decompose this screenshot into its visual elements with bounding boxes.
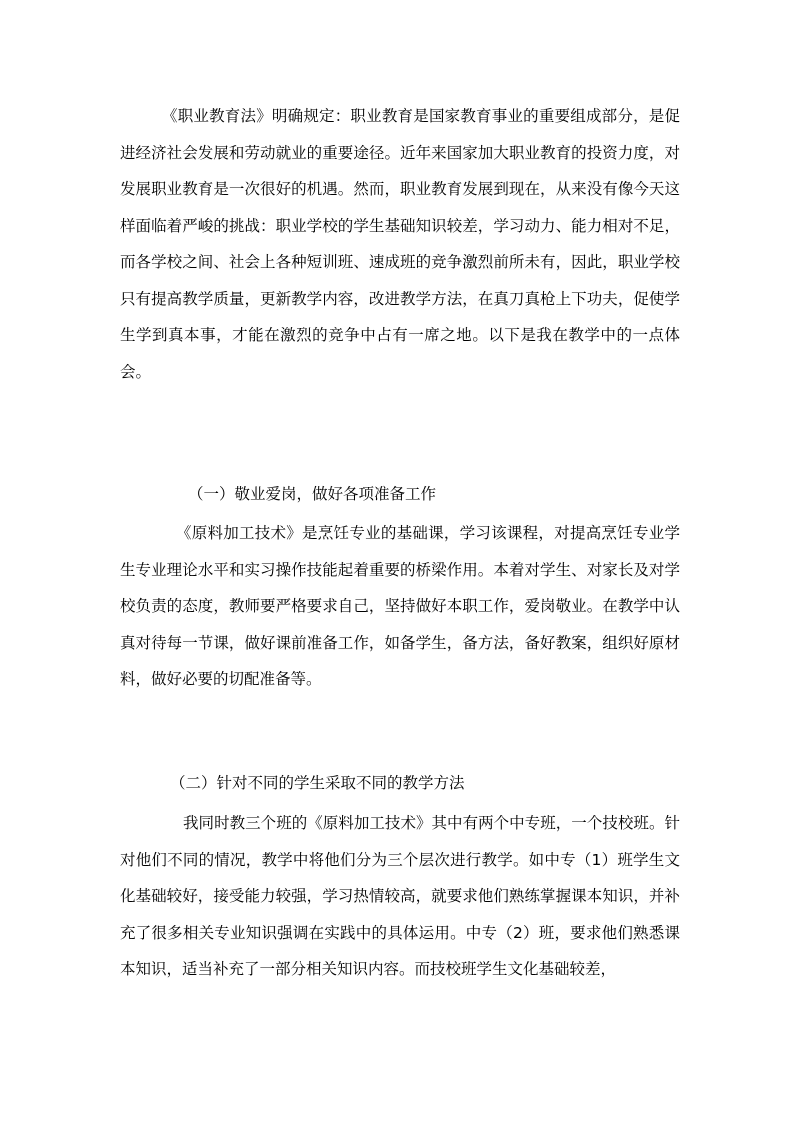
section-heading-1: （一）敬业爱岗，做好各项准备工作	[188, 485, 437, 503]
section-heading-2: （二）针对不同的学生采取不同的教学方法	[170, 774, 465, 792]
section-2-paragraph: 我同时教三个班的《原料加工技术》其中有两个中专班，一个技校班。针对他们不同的情况，教学中将他们分为三个层次进行教学。如中专（1）班学生文化基础较好，接受能力较强，学习热情较高，就要求他们熟练掌握课本知识，并补充了很多相关专业知识强调在实践中的具体运用。中专（2）班，要求他们熟悉课本知识，适当补充了一部分相关知识内容。而技校班学生文化基础较差，	[120, 814, 680, 978]
section-1-paragraph: 《原料加工技术》是烹饪专业的基础课，学习该课程，对提高烹饪专业学生专业理论水平和实习操作技能起着重要的桥梁作用。本着对学生、对家长及对学校负责的态度，教师要严格要求自己，坚持做好本职工作，爱岗敬业。在教学中认真对待每一节课，做好课前准备工作，如备学生，备方法，备好教案，组织好原材料，做好必要的切配准备等。	[120, 524, 680, 688]
intro-paragraph: 《职业教育法》明确规定：职业教育是国家教育事业的重要组成部分，是促进经济社会发展和劳动就业的重要途径。近年来国家加大职业教育的投资力度，对发展职业教育是一次很好的机遇。然而，职业教育发展到现在，从来没有像今天这样面临着严峻的挑战：职业学校的学生基础知识较差，学习动力、能力相对不足，而各学校之间、社会上各种短训班、速成班的竞争激烈前所未有，因此，职业学校只有提高教学质量，更新教学内容，改进教学方法，在真刀真枪上下功夫，促使学生学到真本事，才能在激烈的竞争中占有一席之地。以下是我在教学中的一点体会。	[120, 107, 680, 381]
